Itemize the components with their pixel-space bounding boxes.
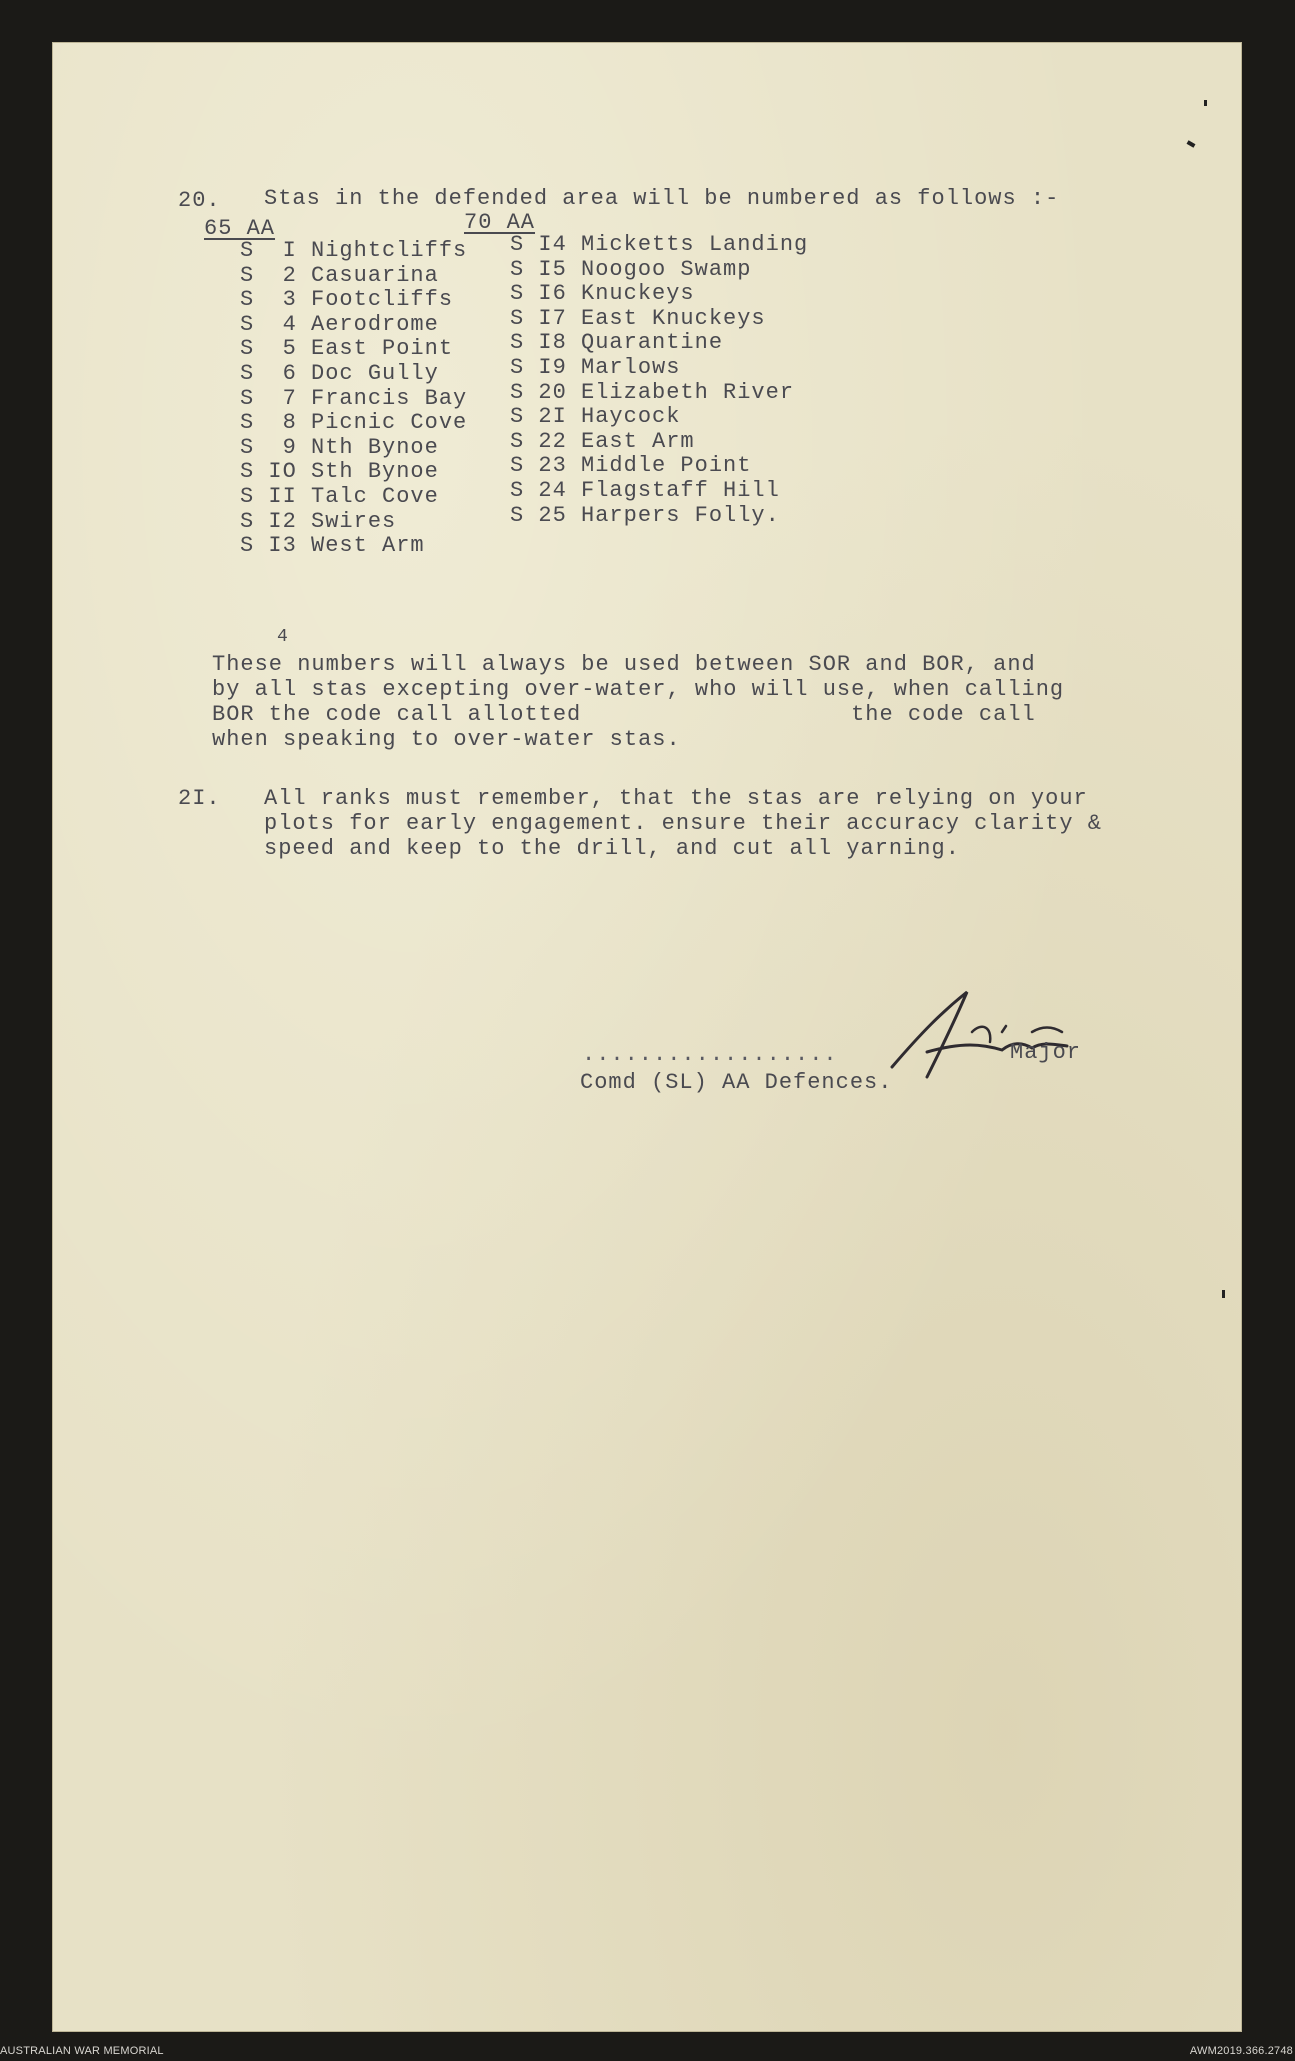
- column_65-item: S 2 Casuarina: [240, 262, 439, 288]
- column-70-heading: 70 AA: [464, 210, 536, 235]
- ink-speck: [1187, 140, 1196, 147]
- column_70-item: S 2I Haycock: [510, 404, 681, 430]
- document-page: [52, 42, 1242, 2032]
- column_70-item: S 20 Elizabeth River: [510, 379, 795, 405]
- column_70-item: S 24 Flagstaff Hill: [510, 478, 780, 503]
- column_65-item: S IO Sth Bynoe: [240, 459, 439, 485]
- column-65-heading: 65 AA: [204, 216, 276, 241]
- column_70-item: S I5 Noogoo Swamp: [510, 256, 752, 282]
- column_65-item: S 8 Picnic Cove: [240, 410, 468, 436]
- column_65-item: S 9 Nth Bynoe: [240, 434, 439, 460]
- paragraph-20-closing: These numbers will always be used between SOR and BOR, and by all stas excepting over-water, who will use, when calling BOR the code call allotted the code call when speaking to over-water stas.: [212, 652, 1065, 752]
- column_65-item: S 3 Footcliffs: [240, 287, 454, 313]
- column_70-item: S I4 Micketts Landing: [510, 232, 809, 257]
- column_65-item: S I2 Swires: [240, 508, 397, 534]
- column_70-item: S 25 Harpers Folly.: [510, 502, 780, 528]
- column_70-item: S I8 Quarantine: [510, 330, 724, 356]
- inserted-mark: 4: [277, 627, 289, 647]
- column_65-item: S II Talc Cove: [240, 484, 439, 509]
- column_70-item: S I7 East Knuckeys: [510, 305, 766, 331]
- signature-dots: ..................: [582, 1042, 838, 1067]
- column_65-item: S I3 West Arm: [240, 533, 425, 559]
- column_70-item: S I6 Knuckeys: [510, 281, 695, 307]
- footer-archive-name: AUSTRALIAN WAR MEMORIAL: [0, 2045, 164, 2057]
- column_70-item: S 23 Middle Point: [510, 453, 752, 479]
- paragraph-20-intro: Stas in the defended area will be numbered as follows :-: [264, 186, 1060, 211]
- ink-speck: [1204, 100, 1207, 106]
- column_65-item: S 5 East Point: [240, 336, 454, 362]
- signature-title: Comd (SL) AA Defences.: [580, 1070, 893, 1095]
- ink-speck: [1222, 1290, 1225, 1298]
- footer-accession-number: AWM2019.366.2748: [1189, 2045, 1293, 2057]
- column_65-item: S I Nightcliffs: [240, 238, 468, 263]
- column_65-item: S 4 Aerodrome: [240, 311, 439, 337]
- paragraph-21-number: 2I.: [178, 786, 221, 811]
- paragraph-21-text: All ranks must remember, that the stas are relying on your plots for early engagement. ensure their accuracy clarity & speed and keep to the drill, and cut all yarning.: [264, 786, 1102, 861]
- column_65-item: S 6 Doc Gully: [240, 361, 439, 386]
- paragraph-20-number: 20.: [178, 188, 221, 213]
- signature-rank: Major: [1010, 1040, 1082, 1065]
- column_70-item: S 22 East Arm: [510, 428, 695, 454]
- column_65-item: S 7 Francis Bay: [240, 385, 468, 411]
- column_70-item: S I9 Marlows: [510, 355, 681, 380]
